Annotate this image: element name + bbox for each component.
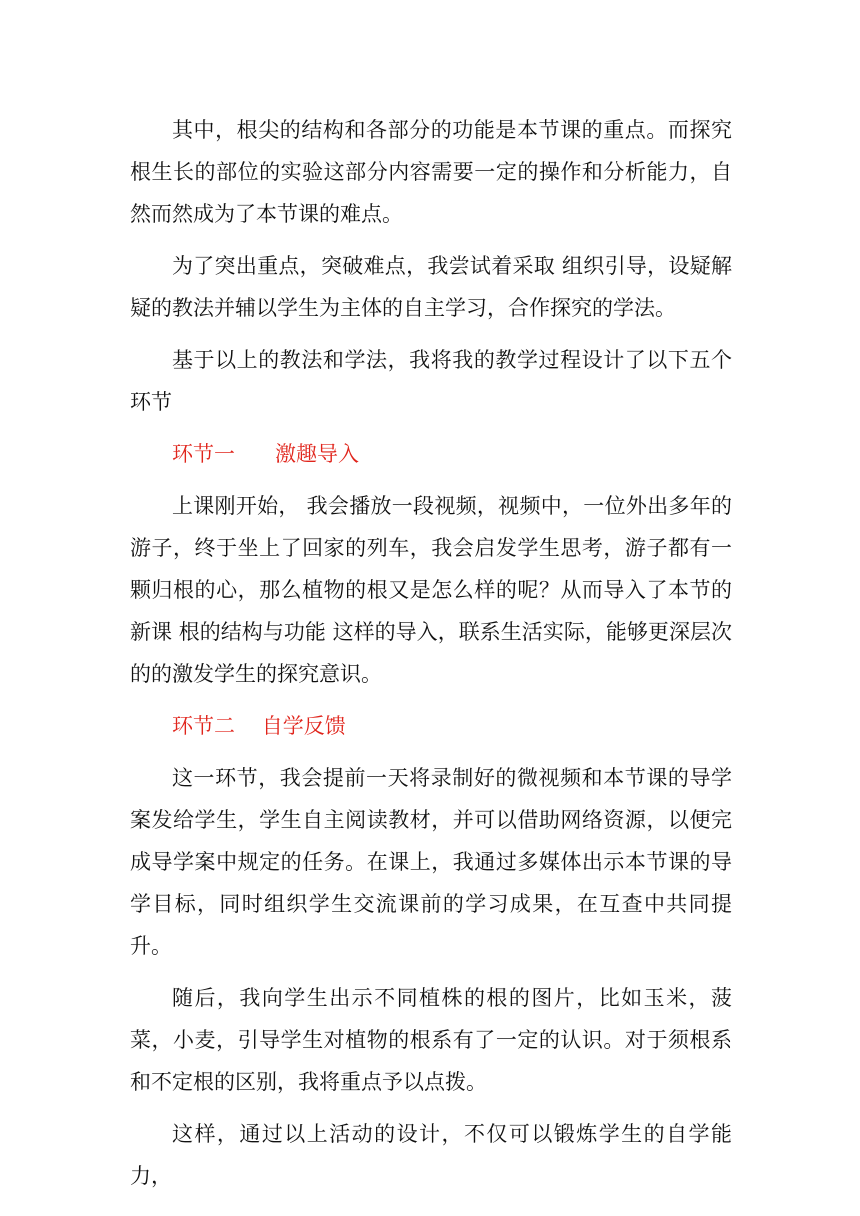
paragraph-key-points: 其中，根尖的结构和各部分的功能是本节课的重点。而探究根生长的部位的实验这部分内容需要一定的操作和分析能力，自然而然成为了本节课的难点。 [130, 118, 732, 226]
document-body [130, 109, 732, 1207]
paragraph-self-study: 这一环节，我会提前一天将录制好的微视频和本节课的导学案发给学生，学生自主阅读教材，并可以借助网络资源，以便完成导学案中规定的任务。在课上，我通过多媒体出示本节课的导学目标，同时组织学生交流课前的学习成果，在互查中共同提升。 [130, 766, 732, 958]
paragraph-introduction-video: 上课刚开始， 我会播放一段视频，视频中，一位外出多年的游子，终于坐上了回家的列车，我会启发学生思考，游子都有一颗归根的心，那么植物的根又是怎么样的呢？从而导入了本节的新课 根的结构与功能 这样的导入，联系生活实际，能够更深层次的的激发学生的探究意识。 [130, 494, 732, 686]
section-heading-1: 环节一 激趣导入 [172, 442, 360, 466]
paragraph-root-pictures: 随后，我向学生出示不同植株的根的图片，比如玉米，菠菜，小麦，引导学生对植物的根系有了一定的认识。对于须根系和不定根的区别，我将重点予以点拨。 [130, 986, 732, 1094]
paragraph-teaching-method: 为了突出重点，突破难点，我尝试着采取 组织引导，设疑解疑的教法并辅以学生为主体的自主学习，合作探究的学法。 [130, 254, 732, 320]
paragraph-process-intro: 基于以上的教法和学法，我将我的教学过程设计了以下五个环节 [130, 348, 732, 414]
section-heading-2: 环节二 自学反馈 [172, 714, 346, 738]
paragraph-activity-summary: 这样，通过以上活动的设计，不仅可以锻炼学生的自学能力， [130, 1122, 732, 1188]
